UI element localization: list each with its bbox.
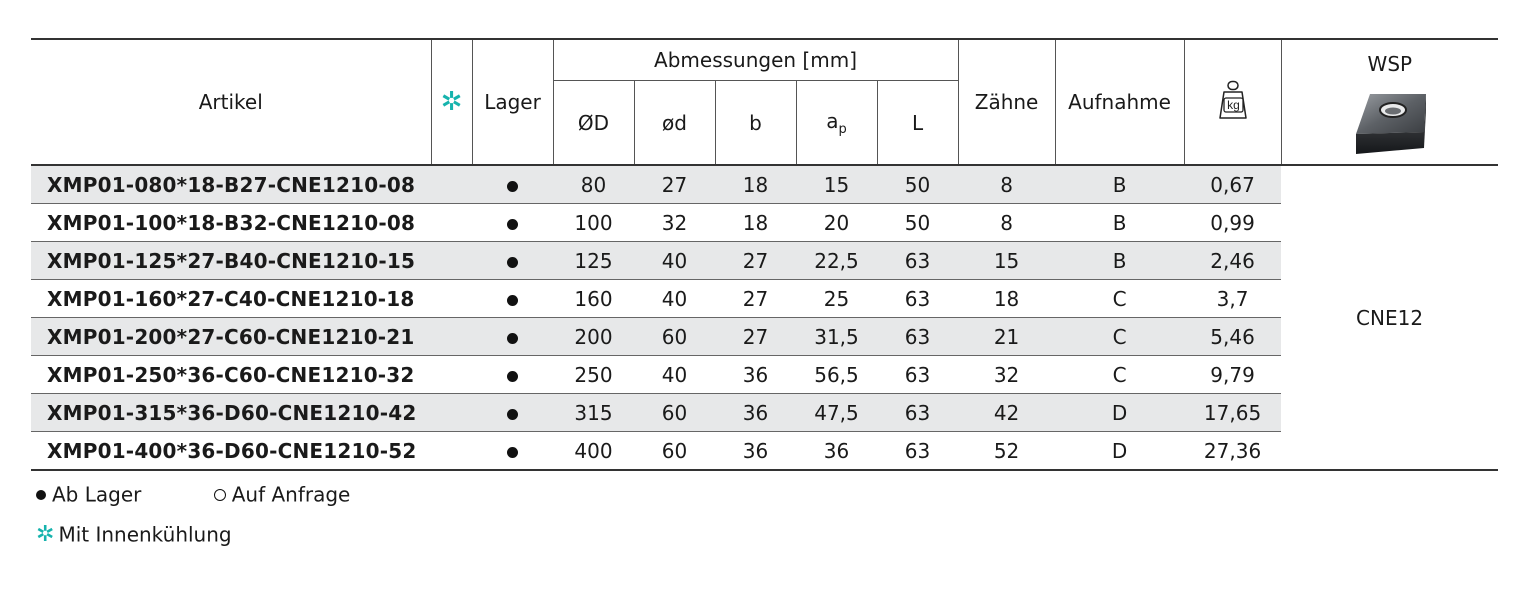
cell-zaehne: 8 <box>1000 210 1013 235</box>
header-zaehne: Zähne <box>958 39 1055 165</box>
cell-id: 40 <box>661 362 688 387</box>
cell-od: 250 <box>574 362 613 387</box>
cell-b: 36 <box>742 362 769 387</box>
cell-l: 63 <box>877 394 958 432</box>
legend-availability <box>36 481 350 507</box>
table-body <box>31 165 1498 470</box>
cell-od: 80 <box>553 165 634 204</box>
cell-weight: 5,46 <box>1184 318 1281 356</box>
in-stock-dot-icon <box>507 257 518 268</box>
table-header <box>31 39 1498 165</box>
cell-aufnahme: B <box>1112 210 1127 235</box>
weight-icon <box>1218 80 1248 120</box>
cell-cooling <box>431 165 472 204</box>
cell-b: 27 <box>742 286 769 311</box>
cell-zaehne: 52 <box>993 438 1020 463</box>
cell-artikel: XMP01-125*27-B40-CNE1210-15 <box>31 242 431 280</box>
cell-artikel: XMP01-200*27-C60-CNE1210-21 <box>31 318 431 356</box>
cell-cooling <box>431 242 472 280</box>
cell-b: 27 <box>715 318 796 356</box>
header-od-big: ØD <box>553 81 634 166</box>
header-cooling-icon <box>431 39 472 165</box>
weight-icon-label: kg <box>1226 97 1240 112</box>
cell-weight: 9,79 <box>1210 362 1255 387</box>
cell-ap: 36 <box>823 438 850 463</box>
cell-l: 63 <box>904 286 931 311</box>
cell-weight: 2,46 <box>1184 242 1281 280</box>
in-stock-dot-icon <box>507 333 518 344</box>
cell-artikel: XMP01-100*18-B32-CNE1210-08 <box>47 210 416 235</box>
table-row <box>31 204 1498 242</box>
cell-b: 36 <box>742 438 769 463</box>
cell-weight: 3,7 <box>1216 286 1249 311</box>
cell-weight: 27,36 <box>1203 438 1262 463</box>
cell-cooling <box>431 318 472 356</box>
legend-ab-lager: Ab Lager <box>52 482 142 507</box>
cell-weight: 17,65 <box>1184 394 1281 432</box>
cell-aufnahme: B <box>1055 242 1184 280</box>
cell-aufnahme: B <box>1055 165 1184 204</box>
cell-aufnahme: D <box>1111 438 1128 463</box>
header-od-small: ød <box>634 81 715 166</box>
internal-cooling-icon: ✲ <box>36 522 55 547</box>
cell-l: 63 <box>904 438 931 463</box>
table-row <box>31 394 1498 432</box>
cell-cooling <box>431 204 472 242</box>
cell-b: 36 <box>715 394 796 432</box>
cell-l: 63 <box>904 362 931 387</box>
header-ap <box>796 81 877 166</box>
in-stock-dot-icon <box>507 409 518 420</box>
header-ap-main: a <box>826 108 839 133</box>
header-artikel: Artikel <box>198 90 263 114</box>
cell-l: 50 <box>904 210 931 235</box>
cell-lager <box>472 242 553 280</box>
cell-lager <box>472 356 553 394</box>
cell-cooling <box>431 394 472 432</box>
cell-cooling <box>431 356 472 394</box>
cell-ap: 20 <box>823 210 850 235</box>
cell-aufnahme: C <box>1112 286 1127 311</box>
cell-weight: 0,67 <box>1184 165 1281 204</box>
cell-cooling <box>431 432 472 471</box>
cell-wsp: CNE12 <box>1281 165 1498 470</box>
cell-od: 200 <box>553 318 634 356</box>
cell-lager <box>472 394 553 432</box>
cell-l: 63 <box>877 242 958 280</box>
legend-cooling <box>36 521 232 547</box>
cell-ap: 47,5 <box>796 394 877 432</box>
cell-od: 125 <box>553 242 634 280</box>
cell-lager <box>472 280 553 318</box>
cell-zaehne: 18 <box>993 286 1020 311</box>
cell-zaehne: 21 <box>958 318 1055 356</box>
header-abmessungen: Abmessungen [mm] <box>553 39 958 81</box>
table-row <box>31 356 1498 394</box>
cell-id: 40 <box>634 242 715 280</box>
product-table-container <box>31 38 1498 471</box>
cell-b: 27 <box>715 242 796 280</box>
cell-ap: 25 <box>823 286 850 311</box>
header-wsp-label: WSP <box>1367 52 1413 76</box>
header-lager: Lager <box>472 39 553 165</box>
legend-innenkuehlung: Mit Innenkühlung <box>58 522 232 547</box>
cell-lager <box>472 204 553 242</box>
cell-zaehne: 8 <box>958 165 1055 204</box>
cell-artikel: XMP01-400*36-D60-CNE1210-52 <box>47 438 417 463</box>
in-stock-dot-icon <box>507 295 518 306</box>
cell-zaehne: 32 <box>993 362 1020 387</box>
header-b: b <box>715 81 796 166</box>
cell-artikel: XMP01-160*27-C40-CNE1210-18 <box>47 286 415 311</box>
cell-od: 400 <box>574 438 613 463</box>
cell-aufnahme: C <box>1112 362 1127 387</box>
header-weight <box>1184 39 1281 165</box>
cell-artikel: XMP01-315*36-D60-CNE1210-42 <box>31 394 431 432</box>
table-row <box>31 318 1498 356</box>
in-stock-dot-icon <box>507 181 518 192</box>
cell-aufnahme: C <box>1055 318 1184 356</box>
cell-l: 50 <box>877 165 958 204</box>
header-aufnahme: Aufnahme <box>1055 39 1184 165</box>
cell-id: 27 <box>634 165 715 204</box>
table-row <box>31 280 1498 318</box>
cell-lager <box>472 165 553 204</box>
cell-zaehne: 42 <box>958 394 1055 432</box>
cell-id: 60 <box>634 318 715 356</box>
header-ap-sub: p <box>838 121 847 137</box>
cell-b: 18 <box>715 165 796 204</box>
cell-id: 60 <box>661 438 688 463</box>
header-l: L <box>877 81 958 166</box>
cell-zaehne: 15 <box>958 242 1055 280</box>
cell-ap: 31,5 <box>796 318 877 356</box>
table-row <box>31 242 1498 280</box>
cell-ap: 56,5 <box>814 362 859 387</box>
cell-id: 40 <box>661 286 688 311</box>
cell-cooling <box>431 280 472 318</box>
cell-od: 160 <box>574 286 613 311</box>
cell-lager <box>472 318 553 356</box>
cell-weight: 0,99 <box>1210 210 1255 235</box>
table-row <box>31 165 1498 204</box>
cell-artikel: XMP01-080*18-B27-CNE1210-08 <box>31 165 431 204</box>
legend-auf-anfrage: Auf Anfrage <box>231 482 351 507</box>
in-stock-dot-icon <box>507 371 518 382</box>
cell-id: 60 <box>634 394 715 432</box>
cell-artikel: XMP01-250*36-C60-CNE1210-32 <box>47 362 415 387</box>
cell-ap: 15 <box>796 165 877 204</box>
product-table <box>31 38 1498 471</box>
table-row <box>31 432 1498 471</box>
cell-aufnahme: D <box>1055 394 1184 432</box>
in-stock-dot-icon <box>36 490 46 500</box>
cell-l: 63 <box>877 318 958 356</box>
in-stock-dot-icon <box>507 447 518 458</box>
header-wsp <box>1281 39 1498 165</box>
in-stock-dot-icon <box>507 219 518 230</box>
cell-id: 32 <box>661 210 688 235</box>
cell-od: 315 <box>553 394 634 432</box>
cell-b: 18 <box>742 210 769 235</box>
cell-od: 100 <box>574 210 613 235</box>
on-request-circle-icon <box>214 489 226 501</box>
cell-lager <box>472 432 553 471</box>
insert-icon <box>1352 88 1428 160</box>
cell-ap: 22,5 <box>796 242 877 280</box>
internal-cooling-icon: ✲ <box>440 87 463 117</box>
